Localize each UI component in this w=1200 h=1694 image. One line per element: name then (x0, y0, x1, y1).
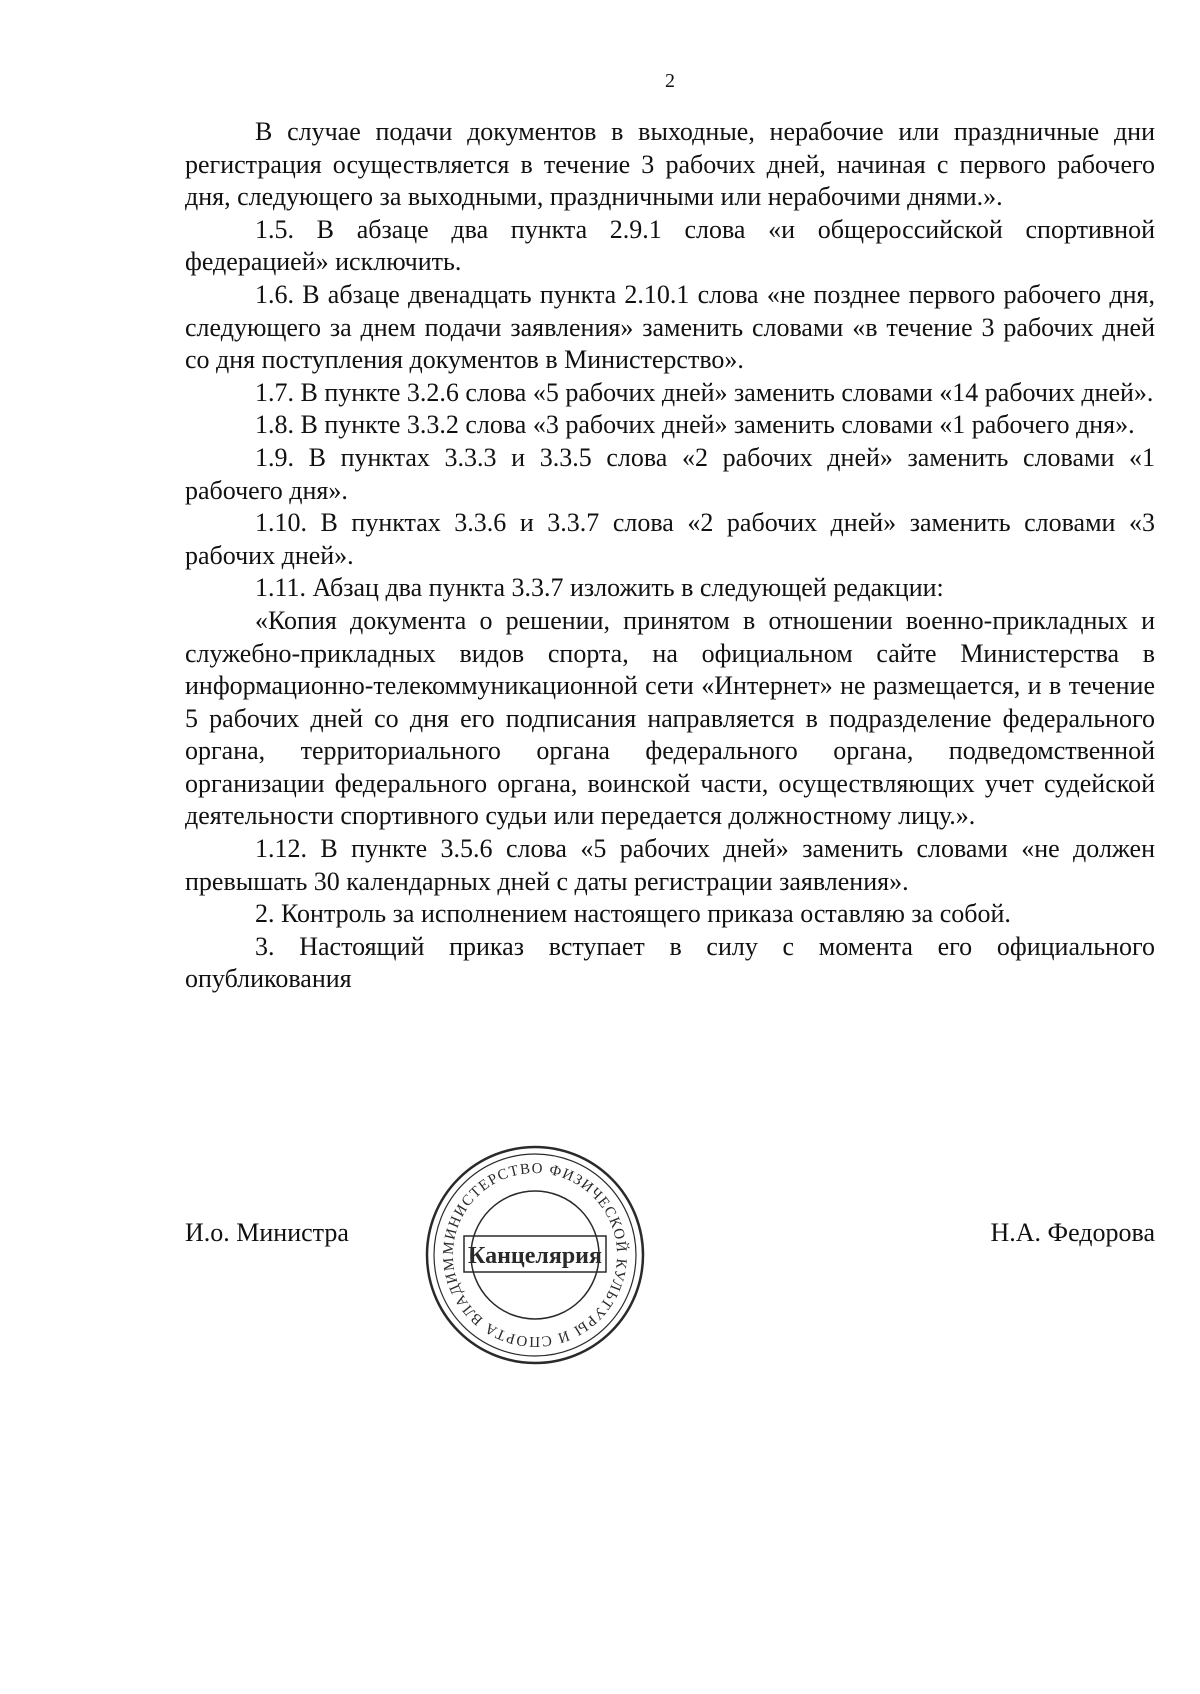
paragraph: 1.5. В абзаце два пункта 2.9.1 слова «и общероссийской спортивной федерацией» исключить. (185, 214, 1155, 277)
stamp-seal-icon (420, 1140, 650, 1370)
paragraph: 1.9. В пунктах 3.3.3 и 3.3.5 слова «2 рабочих дней» заменить словами «1 рабочего дня». (185, 442, 1155, 505)
stamp-ring-text: МИНИСТЕРСТВО ФИЗИЧЕСКОЙ КУЛЬТУРЫ И СПОРТА ВЛАДИМ (440, 1160, 630, 1350)
page-number: 2 (665, 70, 675, 92)
paragraph: «Копия документа о решении, принятом в отношении военно-прикладных и служебно-прикладных видов спорта, на официальном сайте Министерства в информационно-телекоммуникационной сети «Интернет» не размещается, и в течение 5 рабочих дней со дня его подписания направляется в подразделение федерального органа, территориального органа федерального органа, подведомственной организации федерального органа, воинской части, осуществляющих учет судейской деятельности спортивного судьи или передается должностному лицу.». (185, 605, 1155, 831)
signatory-name: Н.А. Федорова (990, 1218, 1155, 1247)
stamp-center-text: Канцелярия (467, 1243, 603, 1269)
signatory-title: И.о. Министра (185, 1218, 349, 1247)
paragraph: 1.7. В пункте 3.2.6 слова «5 рабочих дней» заменить словами «14 рабочих дней». (255, 377, 1154, 407)
paragraph: 1.12. В пункте 3.5.6 слова «5 рабочих дней» заменить словами «не должен превышать 30 календарных дней с даты регистрации заявления». (185, 834, 1155, 896)
official-stamp (420, 1140, 650, 1370)
document-body (185, 116, 1155, 996)
paragraph: 1.10. В пунктах 3.3.6 и 3.3.7 слова «2 рабочих дней» заменить словами «3 рабочих дней». (185, 508, 1155, 570)
paragraph: 2. Контроль за исполнением настоящего приказа оставляю за собой. (255, 899, 1011, 929)
paragraph: 3. Настоящий приказ вступает в силу с момента его официального опубликования (185, 931, 1155, 994)
paragraph: 1.6. В абзаце двенадцать пункта 2.10.1 слова «не позднее первого рабочего дня, следующего за днем подачи заявления» заменить словами «в течение 3 рабочих дней со дня поступления документов в Министерство». (185, 279, 1155, 375)
signature-block (185, 1218, 1155, 1278)
paragraph: 1.8. В пункте 3.3.2 слова «3 рабочих дней» заменить словами «1 рабочего дня». (255, 410, 1135, 440)
paragraph: 1.11. Абзац два пункта 3.3.7 изложить в следующей редакции: (255, 573, 944, 603)
paragraph: В случае подачи документов в выходные, нерабочие или праздничные дни регистрация осуществляется в течение 3 рабочих дней, начиная с первого рабочего дня, следующего за выходными, праздничными или нерабочими днями.». (185, 117, 1155, 212)
